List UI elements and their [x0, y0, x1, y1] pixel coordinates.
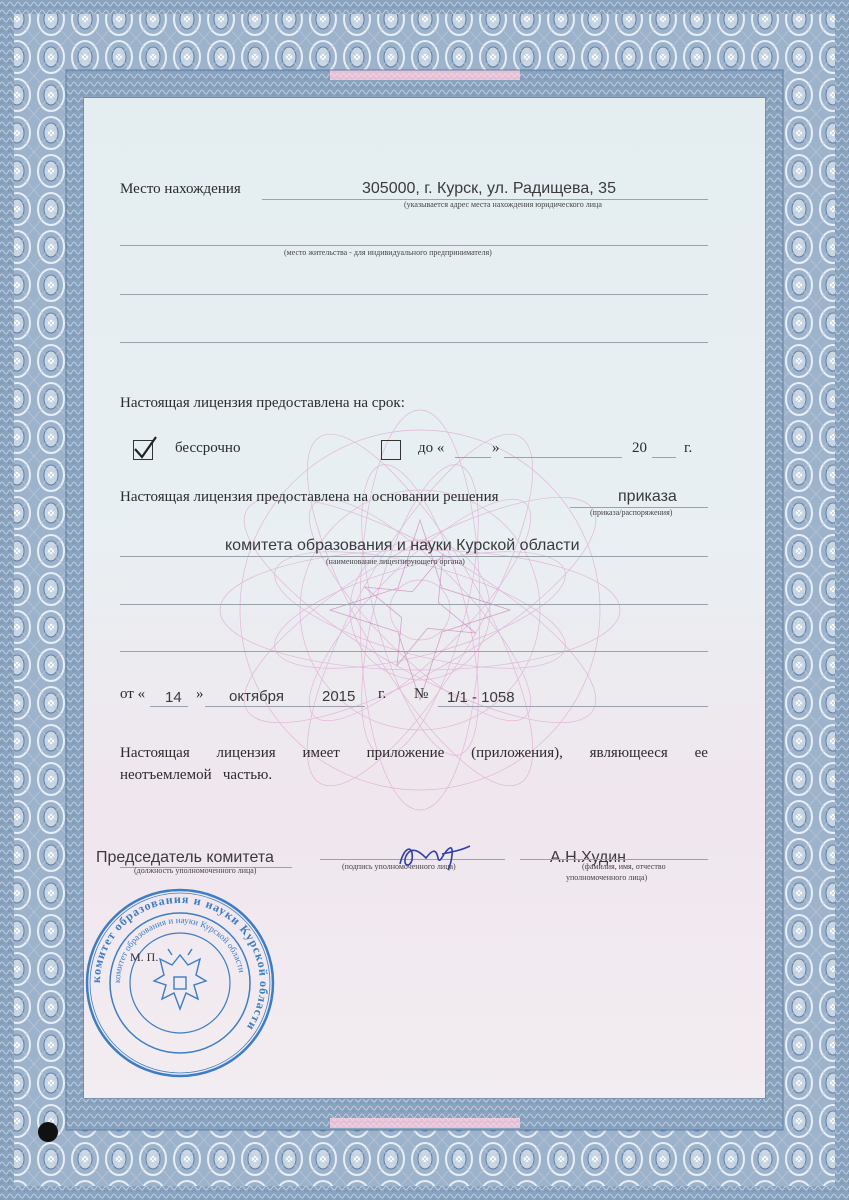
location-line-3: [120, 294, 708, 295]
order-year: 2015: [322, 688, 356, 705]
until-year-suffix: г.: [684, 440, 693, 456]
until-day-underline: [455, 457, 491, 458]
appendix-word: приложение: [366, 745, 445, 761]
location-line-2: [120, 245, 708, 246]
location-hint-legal: (указывается адрес места нахождения юридического лица: [404, 200, 602, 209]
until-month-underline: [504, 457, 622, 458]
appendix-word: (приложения),: [471, 745, 563, 761]
decision-type: приказа: [618, 488, 677, 505]
until-year-underline: [652, 457, 676, 458]
signature-hint: (подпись уполномоченного лица): [342, 862, 456, 871]
authority-line-3: [120, 651, 708, 652]
stamp-inner-text: комитет образования и науки Курской области: [111, 914, 248, 984]
order-year-suffix: г.: [378, 686, 387, 702]
until-close-quote: »: [492, 440, 500, 456]
decision-type-hint: (приказа/распоряжения): [590, 508, 673, 517]
appendix-line-2: неотъемлемой частью.: [120, 767, 273, 783]
basis-heading: Настоящая лицензия предоставлена на основании решения: [120, 489, 499, 505]
appendix-word: ее: [694, 745, 708, 761]
authority-name: комитета образования и науки Курской области: [225, 537, 580, 554]
location-line-4: [120, 342, 708, 343]
name-underline: [520, 859, 708, 860]
location-hint-individual: (место жительства - для индивидуального предпринимателя): [284, 248, 492, 257]
order-number: 1/1 - 1058: [447, 689, 515, 706]
punch-hole: [38, 1122, 58, 1142]
indefinite-label: бессрочно: [175, 440, 241, 456]
appendix-word: Настоящая: [120, 745, 190, 761]
signer-name: А.Н.Худин: [550, 849, 627, 866]
appendix-word: лицензия: [216, 745, 276, 761]
signer-position: Председатель комитета: [96, 849, 274, 866]
order-month: октября: [229, 688, 284, 705]
order-day-underline: [150, 706, 188, 707]
stamp-outer-text: комитет образования и науки Курской области: [88, 891, 272, 1034]
indefinite-checkbox: [133, 440, 153, 460]
appendix-text: [120, 742, 708, 786]
position-hint: (должность уполномоченного лица): [134, 866, 257, 875]
order-from-label: от «: [120, 686, 146, 702]
appendix-line-1: [120, 742, 708, 764]
checkmark-icon: [132, 435, 158, 461]
location-value: 305000, г. Курск, ул. Радищева, 35: [362, 180, 616, 197]
until-checkbox: [381, 440, 401, 460]
order-month-year-underline: [205, 706, 365, 707]
authority-hint: (наименование лицензирующего органа): [326, 557, 465, 566]
order-day-close: »: [196, 686, 204, 702]
until-open-quote: до «: [418, 440, 445, 456]
order-number-label: №: [414, 686, 429, 702]
handwritten-signature: [392, 836, 472, 876]
appendix-word: имеет: [302, 745, 340, 761]
location-label: Место нахождения: [120, 181, 241, 197]
until-year-prefix: 20: [632, 440, 647, 456]
appendix-word: являющееся: [589, 745, 668, 761]
name-hint-1: (фамилия, имя, отчество: [582, 862, 666, 871]
official-stamp: [82, 885, 278, 1081]
double-headed-eagle-icon: [154, 949, 206, 1009]
order-day: 14: [165, 689, 182, 706]
term-heading: Настоящая лицензия предоставлена на срок:: [120, 395, 405, 411]
authority-line-2: [120, 604, 708, 605]
name-hint-2: уполномоченного лица): [566, 873, 648, 882]
seal-placement-label: М. П.: [130, 950, 159, 964]
order-number-underline: [438, 706, 708, 707]
